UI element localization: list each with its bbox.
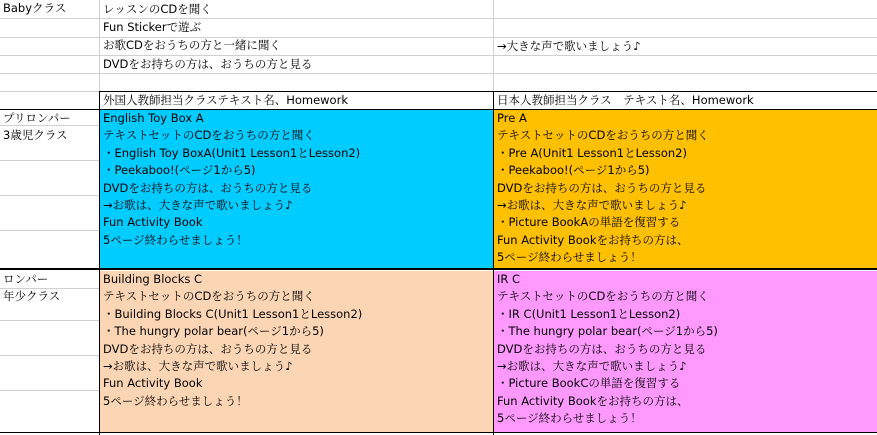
baby-line: レッスンのCDを聞く xyxy=(103,2,212,16)
baby-homework-list xyxy=(100,0,493,73)
ronpa-class-label: ロンパー 年少クラス xyxy=(3,272,61,304)
baby-class-label: Babyクラス xyxy=(3,1,67,15)
preronpa-japanese-text: Pre A テキストセットのCDをおうちの方と聞く ・Pre A(Unit1 Lesson1とLesson2) ・Peekaboo!(ページ1から5) DVDをお持ちの方は、おうちの方と見る →お歌は、大きな声で歌いましょう♪ ・Picture BookAの単語を復習する Fun Activity Bookをお持ちの方は、 5ページ終わらせましょう！ xyxy=(497,111,709,265)
header-foreign-teacher: 外国人教師担当クラステキスト名、Homework xyxy=(103,93,348,107)
header-japanese-teacher: 日本人教師担当クラス テキスト名、Homework xyxy=(497,93,754,107)
ronpa-foreign-text: Building Blocks C テキストセットのCDをおうちの方と聞く ・Building Blocks C(Unit1 Lesson1とLesson2) ・The hungry polar bear(ページ1から5) DVDをお持ちの方は、おうちの方と見る →お歌は、大きな声で歌いましょう♪ Fun Activity Book 5ページ終わらせましょう！ xyxy=(103,272,363,408)
ronpa-japanese-text: IR C テキストセットのCDをおうちの方と聞く ・IR C(Unit1 Lesson1とLesson2) ・The hungry polar bear(ページ1から5) DVDをお持ちの方は、おうちの方と見る →お歌は、大きな声で歌いましょう♪ ・Picture BookCの単語を復習する Fun Activity Bookをお持ちの方は、 5ページ終わらせましょう！ xyxy=(497,272,718,426)
baby-line: DVDをお持ちの方は、おうちの方と見る xyxy=(103,56,313,71)
baby-line: Fun Stickerで遊ぶ xyxy=(103,20,202,35)
preronpa-class-label: プリロンパー 3歳児クラス xyxy=(3,111,71,143)
baby-note: →大きな声で歌いましょう♪ xyxy=(497,39,641,53)
baby-line: お歌CDをおうちの方と一緒に聞く xyxy=(103,38,281,53)
preronpa-foreign-text: English Toy Box A テキストセットのCDをおうちの方と聞く ・English Toy BoxA(Unit1 Lesson1とLesson2) ・Peekaboo!(ページ1から5) DVDをお持ちの方は、おうちの方と見る →お歌は、大きな声で歌いましょう♪ Fun Activity Book 5ページ終わらせましょう！ xyxy=(103,111,361,247)
